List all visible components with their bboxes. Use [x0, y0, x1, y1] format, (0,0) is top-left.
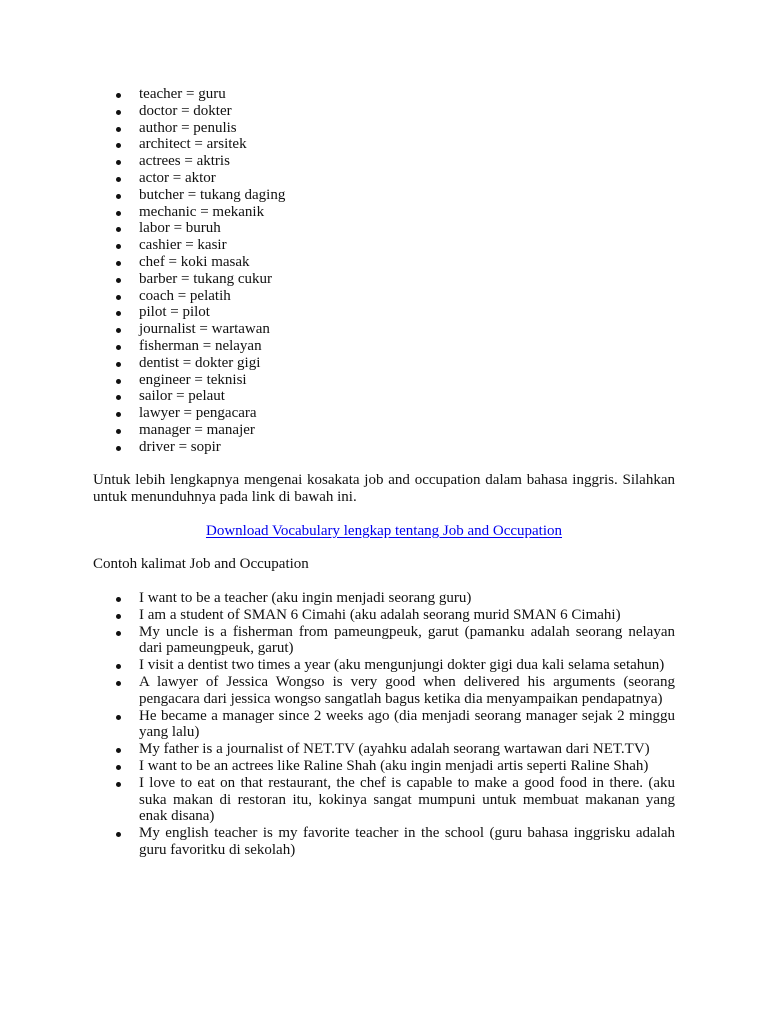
vocabulary-item	[139, 170, 675, 187]
vocabulary-item-text: actor = aktor	[139, 169, 216, 186]
paragraph-line: Untuk lebih lengkapnya mengenai kosakata job and occupation dalam bahasa inggris. Silahkan	[93, 472, 675, 488]
bullet-icon	[116, 362, 121, 367]
example-sentence	[139, 775, 675, 825]
example-sentence-line: enak disana)	[139, 808, 215, 825]
vocabulary-item	[139, 237, 675, 254]
vocabulary-item	[139, 271, 675, 288]
vocabulary-item	[139, 321, 675, 338]
bullet-icon	[116, 379, 121, 384]
bullet-icon	[116, 177, 121, 182]
bullet-icon	[116, 748, 121, 753]
bullet-icon	[116, 311, 121, 316]
example-sentence-line: My father is a journalist of NET.TV (ayahku adalah seorang wartawan dari NET.TV)	[139, 741, 650, 758]
vocabulary-item-text: cashier = kasir	[139, 237, 227, 254]
example-sentence-line: He became a manager since 2 weeks ago (dia menjadi seorang manager sejak 2 minggu	[139, 707, 675, 724]
vocabulary-item	[139, 439, 675, 456]
bullet-icon	[116, 127, 121, 132]
vocabulary-item	[139, 254, 675, 271]
vocabulary-item-text: coach = pelatih	[139, 287, 231, 304]
bullet-icon	[116, 295, 121, 300]
example-sentence-line: guru favoritku di sekolah)	[139, 841, 296, 858]
vocabulary-item	[139, 388, 675, 405]
example-sentence-line: A lawyer of Jessica Wongso is very good when delivered his arguments (seorang	[139, 673, 675, 690]
vocabulary-item-text: teacher = guru	[139, 86, 226, 102]
vocabulary-item	[139, 86, 675, 103]
example-sentence-line: I visit a dentist two times a year (aku mengunjungi dokter gigi dua kali selama setahun)	[139, 657, 665, 674]
bullet-icon	[116, 597, 121, 602]
bullet-icon	[116, 110, 121, 115]
example-sentence	[139, 590, 675, 607]
vocabulary-item	[139, 355, 675, 372]
bullet-icon	[116, 328, 121, 333]
vocabulary-item	[139, 120, 675, 137]
example-sentences-list	[139, 590, 675, 859]
paragraph-line: untuk menunduhnya pada link di bawah ini.	[93, 488, 357, 505]
example-sentence	[139, 657, 675, 674]
bullet-icon	[116, 261, 121, 266]
bullet-icon	[116, 715, 121, 720]
bullet-icon	[116, 664, 121, 669]
vocabulary-item	[139, 153, 675, 170]
vocabulary-item-text: actrees = aktris	[139, 153, 230, 170]
vocabulary-item-text: architect = arsitek	[139, 136, 247, 153]
bullet-icon	[116, 194, 121, 199]
bullet-icon	[116, 782, 121, 787]
intro-paragraph	[93, 472, 675, 506]
vocabulary-item	[139, 136, 675, 153]
vocabulary-item-text: butcher = tukang daging	[139, 186, 286, 203]
example-sentence-line: suka makan di restoran itu, kokinya sangat mumpuni untuk membuat makanan yang	[139, 791, 675, 808]
vocabulary-item-text: manager = manajer	[139, 421, 255, 438]
vocabulary-item-text: journalist = wartawan	[139, 321, 270, 338]
bullet-icon	[116, 143, 121, 148]
bullet-icon	[116, 614, 121, 619]
examples-heading: Contoh kalimat Job and Occupation	[93, 556, 309, 572]
vocabulary-item-text: engineer = teknisi	[139, 371, 247, 388]
example-sentence	[139, 741, 675, 758]
bullet-icon	[116, 244, 121, 249]
example-sentence	[139, 825, 675, 859]
vocabulary-item-text: author = penulis	[139, 119, 237, 136]
bullet-icon	[116, 631, 121, 636]
bullet-icon	[116, 93, 121, 98]
vocabulary-item	[139, 220, 675, 237]
bullet-icon	[116, 160, 121, 165]
bullet-icon	[116, 765, 121, 770]
vocabulary-item-text: barber = tukang cukur	[139, 270, 272, 287]
bullet-icon	[116, 412, 121, 417]
vocabulary-item	[139, 338, 675, 355]
vocabulary-item-text: mechanic = mekanik	[139, 203, 265, 220]
example-sentence	[139, 758, 675, 775]
example-sentence-line: yang lalu)	[139, 724, 200, 741]
example-sentence-line: My english teacher is my favorite teacher in the school (guru bahasa inggrisku adalah	[139, 825, 675, 842]
example-sentence	[139, 624, 675, 658]
vocabulary-item-text: chef = koki masak	[139, 253, 250, 270]
bullet-icon	[116, 345, 121, 350]
example-sentence-line: I am a student of SMAN 6 Cimahi (aku adalah seorang murid SMAN 6 Cimahi)	[139, 606, 621, 623]
example-sentence	[139, 708, 675, 742]
vocabulary-list	[139, 86, 675, 456]
vocabulary-item	[139, 187, 675, 204]
example-sentence	[139, 607, 675, 624]
vocabulary-item-text: driver = sopir	[139, 438, 221, 455]
example-sentence-line: My uncle is a fisherman from pameungpeuk, garut (pamanku adalah seorang nelayan	[139, 623, 675, 640]
vocabulary-item-text: dentist = dokter gigi	[139, 354, 261, 371]
vocabulary-item-text: labor = buruh	[139, 220, 221, 237]
bullet-icon	[116, 681, 121, 686]
vocabulary-item	[139, 405, 675, 422]
example-sentence-line: I love to eat on that restaurant, the chef is capable to make a good food in there. (aku	[139, 774, 675, 791]
bullet-icon	[116, 211, 121, 216]
bullet-icon	[116, 832, 121, 837]
vocabulary-item	[139, 288, 675, 305]
vocabulary-item-text: lawyer = pengacara	[139, 405, 257, 422]
bullet-icon	[116, 278, 121, 283]
vocabulary-item-text: pilot = pilot	[139, 304, 210, 321]
example-sentence-line: pengacara dari jessica wongso sangatlah bagus ketika dia menyampaikan pendapatnya)	[139, 690, 663, 707]
example-sentence-line: I want to be an actrees like Raline Shah (aku ingin menjadi artis seperti Raline Shah)	[139, 757, 649, 774]
bullet-icon	[116, 429, 121, 434]
bullet-icon	[116, 395, 121, 400]
download-vocabulary-link[interactable]: Download Vocabulary lengkap tentang Job and Occupation	[205, 523, 563, 539]
vocabulary-item	[139, 204, 675, 221]
example-sentence	[139, 674, 675, 708]
vocabulary-item	[139, 304, 675, 321]
example-sentence-line: dari pameungpeuk, garut)	[139, 640, 294, 657]
bullet-icon	[116, 227, 121, 232]
vocabulary-item-text: doctor = dokter	[139, 102, 232, 119]
vocabulary-item	[139, 103, 675, 120]
example-sentence-line: I want to be a teacher (aku ingin menjadi seorang guru)	[139, 590, 472, 606]
vocabulary-item	[139, 372, 675, 389]
download-link-row	[93, 523, 675, 540]
vocabulary-item-text: fisherman = nelayan	[139, 337, 262, 354]
bullet-icon	[116, 446, 121, 451]
vocabulary-item	[139, 422, 675, 439]
vocabulary-item-text: sailor = pelaut	[139, 388, 225, 405]
